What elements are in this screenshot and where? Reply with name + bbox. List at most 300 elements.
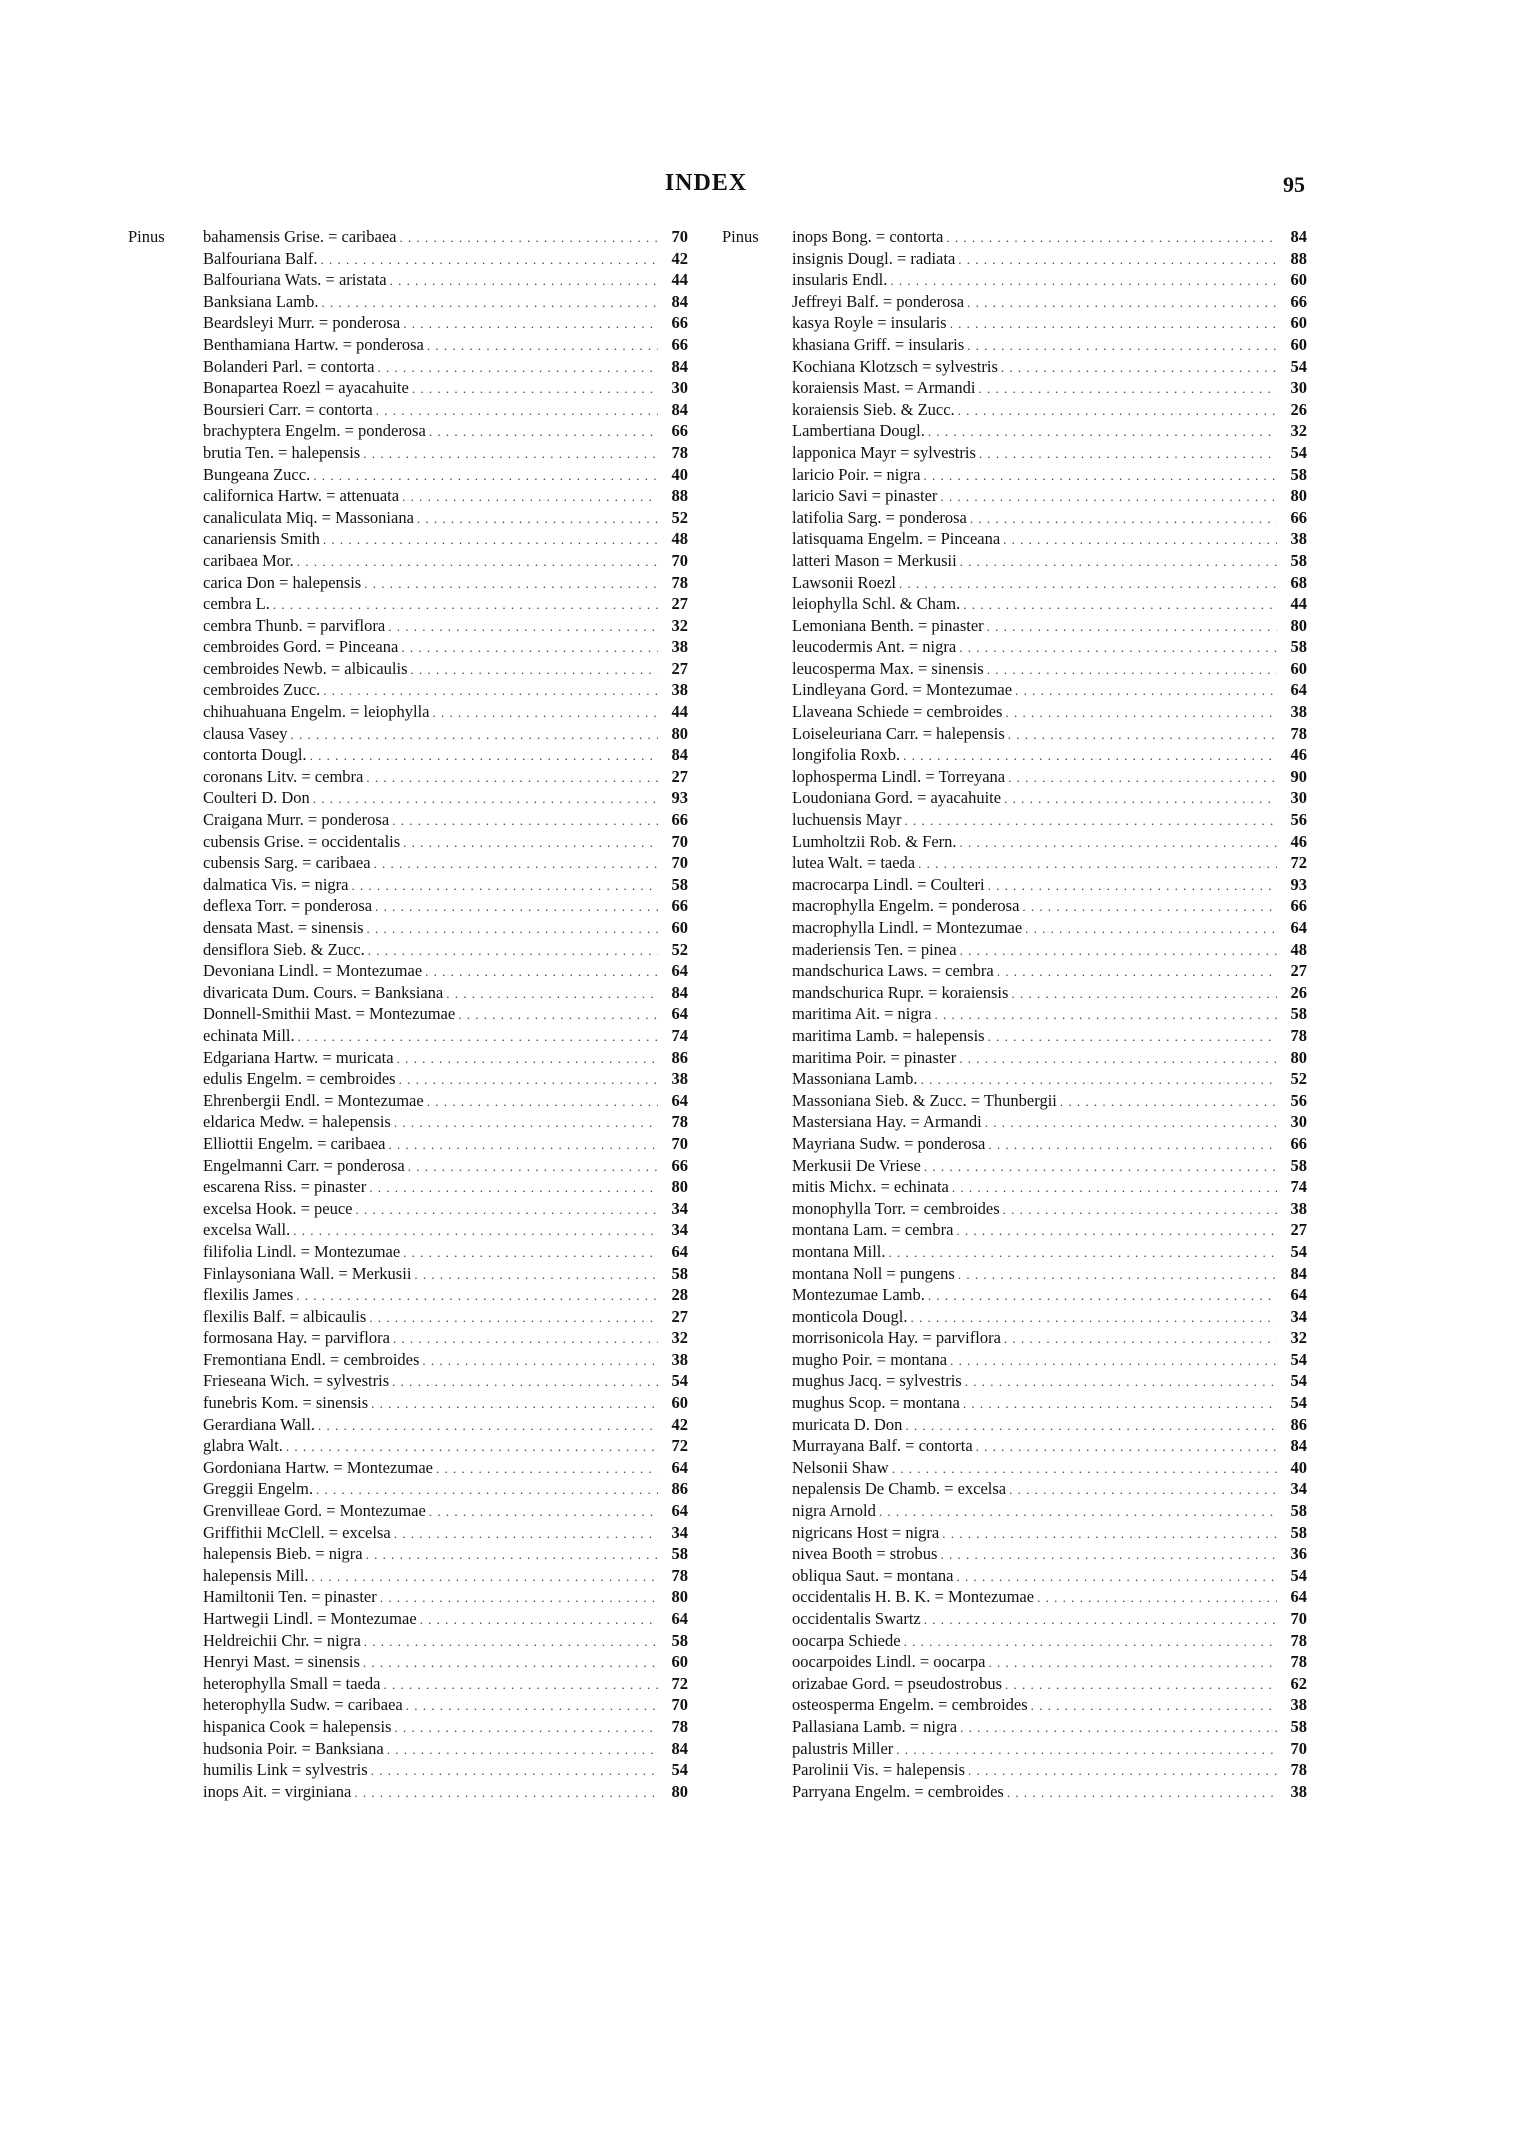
entry-name: maderiensis Ten. = pinea [792, 939, 957, 959]
entry-name: contorta Dougl. [203, 745, 307, 765]
dot-leader [273, 594, 658, 616]
entry-page-number: 32 [1290, 1328, 1307, 1348]
entry-name: laricio Poir. = nigra [792, 464, 921, 484]
dot-leader [387, 1739, 658, 1761]
entry-name: Finlaysoniana Wall. = Merkusii [203, 1263, 412, 1283]
entry-page-number: 64 [671, 1004, 688, 1024]
index-entry [203, 528, 688, 550]
entry-name: cembroides Newb. = albicaulis [203, 658, 408, 678]
index-entry [203, 1176, 688, 1198]
dot-leader [1001, 357, 1277, 379]
index-entry [203, 679, 688, 701]
index-entry [203, 1608, 688, 1630]
entry-page-number: 74 [1290, 1177, 1307, 1197]
entry-name: montana Mill. [792, 1241, 886, 1261]
dot-leader [369, 1177, 658, 1199]
index-entry [203, 787, 688, 809]
index-entry [792, 809, 1307, 831]
entry-name: occidentalis H. B. K. = Montezumae [792, 1587, 1035, 1607]
entry-page-number: 34 [671, 1220, 688, 1240]
entry-name: cubensis Sarg. = caribaea [203, 853, 371, 873]
entry-name: humilis Link = sylvestris [203, 1760, 368, 1780]
entry-name: brachyptera Engelm. = ponderosa [203, 421, 426, 441]
entry-page-number: 78 [1290, 1025, 1307, 1045]
index-entry [792, 399, 1307, 421]
dot-leader [1004, 788, 1277, 810]
entry-name: Jeffreyi Balf. = ponderosa [792, 291, 965, 311]
entry-name: montana Noll = pungens [792, 1263, 955, 1283]
entry-page-number: 34 [1290, 1306, 1307, 1326]
entry-page-number: 84 [671, 356, 688, 376]
entry-page-number: 58 [1290, 1716, 1307, 1736]
index-entry [203, 1047, 688, 1069]
index-entry [792, 636, 1307, 658]
entry-name: Heldreichii Chr. = nigra [203, 1630, 361, 1650]
entry-name: canariensis Smith [203, 529, 320, 549]
index-entry [203, 1392, 688, 1414]
entry-page-number: 52 [671, 939, 688, 959]
dot-leader [967, 292, 1277, 314]
index-entry [792, 982, 1307, 1004]
entry-page-number: 78 [1290, 1760, 1307, 1780]
index-entry [203, 960, 688, 982]
index-entry [203, 831, 688, 853]
entry-page-number: 72 [1290, 853, 1307, 873]
entry-page-number: 26 [1290, 399, 1307, 419]
dot-leader [369, 1307, 658, 1329]
entry-name: nepalensis De Chamb. = excelsa [792, 1479, 1007, 1499]
index-entry [203, 723, 688, 745]
index-entry [792, 550, 1307, 572]
index-entry [203, 399, 688, 421]
entry-page-number: 44 [671, 702, 688, 722]
index-entry [792, 356, 1307, 378]
dot-leader [958, 400, 1277, 422]
entry-name: morrisonicola Hay. = parviflora [792, 1328, 1001, 1348]
index-entry [792, 1565, 1307, 1587]
entry-name: insularis Endl. [792, 270, 888, 290]
dot-leader [976, 1436, 1277, 1458]
dot-leader [403, 1242, 658, 1264]
index-entry [203, 1478, 688, 1500]
index-entry [792, 744, 1307, 766]
entry-page-number: 40 [671, 464, 688, 484]
entry-name: escarena Riss. = pinaster [203, 1177, 367, 1197]
entry-name: eldarica Medw. = halepensis [203, 1112, 391, 1132]
entry-page-number: 30 [1290, 1112, 1307, 1132]
entry-name: edulis Engelm. = cembroides [203, 1069, 396, 1089]
entry-name: excelsa Wall. [203, 1220, 291, 1240]
dot-leader [946, 227, 1277, 249]
dot-leader [958, 1264, 1277, 1286]
entry-page-number: 60 [671, 1652, 688, 1672]
entry-page-number: 27 [1290, 961, 1307, 981]
entry-page-number: 58 [671, 1544, 688, 1564]
index-entry [792, 1176, 1307, 1198]
index-entry [792, 1263, 1307, 1285]
entry-page-number: 84 [671, 399, 688, 419]
index-entry [792, 1047, 1307, 1069]
entry-page-number: 52 [671, 507, 688, 527]
dot-leader [968, 1760, 1277, 1782]
dot-leader [394, 1523, 658, 1545]
dot-leader [997, 961, 1277, 983]
index-entry [203, 248, 688, 270]
entry-page-number: 54 [1290, 1565, 1307, 1585]
dot-leader [1005, 702, 1277, 724]
entry-page-number: 66 [671, 1155, 688, 1175]
entry-page-number: 72 [671, 1436, 688, 1456]
entry-name: Lawsonii Roezl [792, 572, 897, 592]
index-entry [792, 1090, 1307, 1112]
entry-name: Hartwegii Lindl. = Montezumae [203, 1609, 417, 1628]
entry-name: inops Bong. = contorta [792, 227, 944, 246]
entry-name: mugho Poir. = montana [792, 1349, 948, 1369]
dot-leader [397, 1048, 658, 1070]
entry-page-number: 78 [671, 572, 688, 592]
dot-leader [383, 1674, 658, 1696]
index-entry [203, 593, 688, 615]
dot-leader [402, 486, 658, 508]
entry-page-number: 66 [671, 810, 688, 830]
entry-name: Fremontiana Endl. = cembroides [203, 1349, 420, 1369]
index-entry [203, 1565, 688, 1587]
entry-page-number: 38 [671, 1069, 688, 1089]
entry-name: Parryana Engelm. = cembroides [792, 1781, 1004, 1801]
dot-leader [1008, 767, 1277, 789]
index-entry [203, 874, 688, 896]
dot-leader [374, 853, 658, 875]
index-entry [203, 1457, 688, 1479]
dot-leader [1003, 529, 1277, 551]
entry-page-number: 78 [671, 1716, 688, 1736]
index-entry [792, 679, 1307, 701]
entry-page-number: 38 [671, 1349, 688, 1369]
index-entry [792, 1003, 1307, 1025]
entry-page-number: 84 [671, 982, 688, 1002]
dot-leader [921, 1069, 1277, 1091]
index-entry [792, 1219, 1307, 1241]
entry-page-number: 58 [1290, 637, 1307, 657]
entry-page-number: 78 [1290, 723, 1307, 743]
dot-leader [417, 508, 658, 530]
entry-page-number: 34 [671, 1198, 688, 1218]
index-entry [792, 1630, 1307, 1652]
entry-name: carica Don = halepensis [203, 572, 362, 592]
index-entry [792, 723, 1307, 745]
dot-leader [924, 1156, 1277, 1178]
dot-leader [321, 249, 658, 271]
entry-page-number: 93 [1290, 874, 1307, 894]
index-entry [203, 982, 688, 1004]
entry-name: Montezumae Lamb. [792, 1285, 925, 1305]
dot-leader [1025, 918, 1277, 940]
index-entry [792, 485, 1307, 507]
entry-page-number: 46 [1290, 831, 1307, 851]
entry-page-number: 58 [671, 1630, 688, 1650]
entry-page-number: 32 [1290, 421, 1307, 441]
entry-page-number: 27 [1290, 1220, 1307, 1240]
index-entry [203, 1133, 688, 1155]
index-entry [203, 1522, 688, 1544]
entry-page-number: 30 [1290, 378, 1307, 398]
entry-name: inops Ait. = virginiana [203, 1781, 352, 1801]
dot-leader [1031, 1695, 1277, 1717]
index-entry [203, 701, 688, 723]
entry-page-number: 54 [1290, 1241, 1307, 1261]
index-entry [792, 226, 1307, 248]
index-entry [203, 1025, 688, 1047]
entry-page-number: 54 [1290, 442, 1307, 462]
dot-leader [1037, 1587, 1277, 1609]
entry-name: Gerardiana Wall. [203, 1414, 315, 1434]
dot-leader [406, 1695, 658, 1717]
entry-name: orizabae Gord. = pseudostrobus [792, 1673, 1003, 1693]
dot-leader [1022, 896, 1277, 918]
index-entry [792, 787, 1307, 809]
dot-leader [390, 270, 658, 292]
index-entry [203, 312, 688, 334]
entry-page-number: 74 [671, 1025, 688, 1045]
entry-page-number: 54 [1290, 1393, 1307, 1413]
index-entry [792, 1543, 1307, 1565]
index-entry [792, 1414, 1307, 1436]
entry-page-number: 30 [671, 378, 688, 398]
dot-leader [316, 1479, 658, 1501]
index-entry [792, 852, 1307, 874]
entry-page-number: 28 [671, 1285, 688, 1305]
index-entry [203, 917, 688, 939]
entry-page-number: 38 [1290, 1781, 1307, 1801]
entry-page-number: 80 [1290, 1047, 1307, 1067]
entry-page-number: 64 [1290, 680, 1307, 700]
entry-page-number: 32 [671, 1328, 688, 1348]
entry-name: dalmatica Vis. = nigra [203, 874, 349, 894]
dot-leader [293, 1220, 658, 1242]
entry-name: caribaea Mor. [203, 550, 294, 570]
index-entry [792, 1198, 1307, 1220]
dot-leader [354, 1782, 658, 1804]
index-entry [792, 1435, 1307, 1457]
entry-name: Frieseana Wich. = sylvestris [203, 1371, 390, 1391]
entry-name: Loudoniana Gord. = ayacahuite [792, 788, 1002, 808]
index-entry [792, 1738, 1307, 1760]
index-entry [203, 507, 688, 529]
entry-name: muricata D. Don [792, 1414, 903, 1434]
entry-page-number: 46 [1290, 745, 1307, 765]
entry-name: longifolia Roxb. [792, 745, 901, 765]
entry-name: chihuahuana Engelm. = leiophylla [203, 702, 430, 722]
index-entry [792, 1284, 1307, 1306]
left-entry-list [203, 226, 688, 1802]
entry-page-number: 64 [671, 1609, 688, 1628]
entry-name: Griffithii McClell. = excelsa [203, 1522, 391, 1542]
entry-page-number: 80 [1290, 486, 1307, 506]
entry-name: cembroides Gord. = Pinceana [203, 637, 399, 657]
entry-page-number: 80 [1290, 615, 1307, 635]
entry-name: Banksiana Lamb. [203, 291, 319, 311]
entry-page-number: 70 [671, 227, 688, 246]
entry-name: Donnell-Smithii Mast. = Montezumae [203, 1004, 456, 1024]
dot-leader [960, 551, 1277, 573]
index-entry [792, 1673, 1307, 1695]
dot-leader [313, 465, 658, 487]
dot-leader [290, 724, 658, 746]
index-entry [792, 658, 1307, 680]
dot-leader [401, 637, 658, 659]
entry-page-number: 78 [1290, 1652, 1307, 1672]
dot-leader [956, 1566, 1277, 1588]
entry-name: Benthamiana Hartw. = ponderosa [203, 334, 424, 354]
dot-leader [389, 1134, 659, 1156]
index-entry [203, 1327, 688, 1349]
index-entry [792, 312, 1307, 334]
entry-name: Massoniana Sieb. & Zucc. = Thunbergii [792, 1090, 1057, 1110]
entry-name: maritima Lamb. = halepensis [792, 1025, 985, 1045]
entry-name: occidentalis Swartz [792, 1609, 921, 1628]
entry-name: mughus Jacq. = sylvestris [792, 1371, 962, 1391]
entry-page-number: 78 [1290, 1630, 1307, 1650]
index-entry [203, 485, 688, 507]
dot-leader [403, 313, 658, 335]
entry-page-number: 84 [671, 1738, 688, 1758]
entry-name: Murrayana Balf. = contorta [792, 1436, 973, 1456]
right-entry-list [792, 226, 1307, 1802]
index-entry [792, 831, 1307, 853]
index-entry [792, 1694, 1307, 1716]
entry-name: Boursieri Carr. = contorta [203, 399, 373, 419]
entry-name: maritima Poir. = pinaster [792, 1047, 957, 1067]
entry-page-number: 64 [1290, 918, 1307, 937]
dot-leader [896, 1739, 1277, 1761]
index-entry [203, 464, 688, 486]
entry-name: Ehrenbergii Endl. = Montezumae [203, 1090, 424, 1110]
entry-name: kasya Royle = insularis [792, 313, 947, 333]
entry-page-number: 48 [671, 529, 688, 549]
dot-leader [422, 1350, 658, 1372]
dot-leader [960, 1717, 1277, 1739]
entry-name: macrocarpa Lindl. = Coulteri [792, 874, 985, 894]
entry-name: Mastersiana Hay. = Armandi [792, 1112, 982, 1132]
entry-page-number: 42 [671, 1414, 688, 1434]
index-entry [792, 1133, 1307, 1155]
dot-leader [1007, 1782, 1277, 1804]
entry-name: Bonapartea Roezl = ayacahuite [203, 378, 409, 398]
dot-leader [412, 378, 658, 400]
entry-name: Hamiltonii Ten. = pinaster [203, 1587, 377, 1607]
entry-name: monticola Dougl. [792, 1306, 908, 1326]
entry-page-number: 84 [1290, 1263, 1307, 1283]
index-entry [792, 1608, 1307, 1630]
entry-name: Merkusii De Vriese [792, 1155, 921, 1175]
index-entry [792, 1327, 1307, 1349]
page-title: INDEX [664, 170, 748, 196]
entry-page-number: 78 [671, 442, 688, 462]
entry-page-number: 32 [671, 615, 688, 635]
dot-leader [363, 443, 658, 465]
index-entry [203, 377, 688, 399]
index-entry [203, 1414, 688, 1436]
dot-leader [380, 1587, 658, 1609]
entry-name: Massoniana Lamb. [792, 1069, 918, 1089]
index-entry [792, 1500, 1307, 1522]
index-entry [203, 1068, 688, 1090]
entry-page-number: 44 [1290, 594, 1307, 614]
dot-leader [967, 335, 1277, 357]
entry-page-number: 58 [1290, 550, 1307, 570]
entry-page-number: 70 [671, 1695, 688, 1715]
entry-page-number: 80 [671, 1177, 688, 1197]
entry-page-number: 60 [671, 918, 688, 937]
entry-page-number: 70 [671, 853, 688, 873]
entry-page-number: 48 [1290, 939, 1307, 959]
dot-leader [905, 810, 1277, 832]
entry-name: leucosperma Max. = sinensis [792, 658, 984, 678]
dot-leader [392, 1371, 658, 1393]
entry-page-number: 58 [1290, 1501, 1307, 1521]
entry-name: Engelmanni Carr. = ponderosa [203, 1155, 405, 1175]
entry-page-number: 84 [671, 745, 688, 765]
entry-name: canaliculata Miq. = Massoniana [203, 507, 414, 527]
entry-name: Lambertiana Dougl. [792, 421, 925, 441]
dot-leader [393, 1328, 658, 1350]
entry-page-number: 26 [1290, 982, 1307, 1002]
entry-page-number: 64 [1290, 1285, 1307, 1305]
entry-name: cembra L. [203, 594, 270, 614]
index-entry [203, 1694, 688, 1716]
entry-page-number: 66 [671, 334, 688, 354]
dot-leader [950, 313, 1277, 335]
dot-leader [985, 1112, 1277, 1134]
dot-leader [956, 1220, 1277, 1242]
entry-page-number: 88 [671, 486, 688, 506]
index-entry [792, 960, 1307, 982]
index-entry [792, 420, 1307, 442]
dot-leader [414, 1264, 658, 1286]
index-entry [203, 1586, 688, 1608]
entry-name: oocarpa Schiede [792, 1630, 901, 1650]
entry-page-number: 38 [671, 680, 688, 700]
entry-page-number: 52 [1290, 1069, 1307, 1089]
entry-name: Henryi Mast. = sinensis [203, 1652, 360, 1672]
entry-page-number: 34 [1290, 1479, 1307, 1499]
index-entry [203, 334, 688, 356]
entry-page-number: 64 [671, 1457, 688, 1477]
entry-page-number: 58 [1290, 1155, 1307, 1175]
dot-leader [960, 832, 1277, 854]
dot-leader [375, 896, 658, 918]
entry-name: Bolanderi Parl. = contorta [203, 356, 375, 376]
index-entry [792, 1155, 1307, 1177]
entry-name: glabra Walt. [203, 1436, 283, 1456]
dot-leader [1003, 1199, 1277, 1221]
entry-name: Lumholtzii Rob. & Fern. [792, 831, 957, 851]
entry-page-number: 80 [671, 723, 688, 743]
entry-name: maritima Ait. = nigra [792, 1004, 932, 1024]
dot-leader [950, 1350, 1277, 1372]
index-entry [792, 1241, 1307, 1263]
entry-name: mandschurica Rupr. = koraiensis [792, 982, 1009, 1002]
index-entry [792, 766, 1307, 788]
entry-page-number: 60 [1290, 334, 1307, 354]
index-entry [203, 550, 688, 572]
entry-page-number: 66 [1290, 1133, 1307, 1153]
index-entry [203, 1306, 688, 1328]
index-entry [203, 1219, 688, 1241]
dot-leader [959, 1048, 1277, 1070]
entry-page-number: 66 [671, 896, 688, 916]
dot-leader [323, 529, 658, 551]
